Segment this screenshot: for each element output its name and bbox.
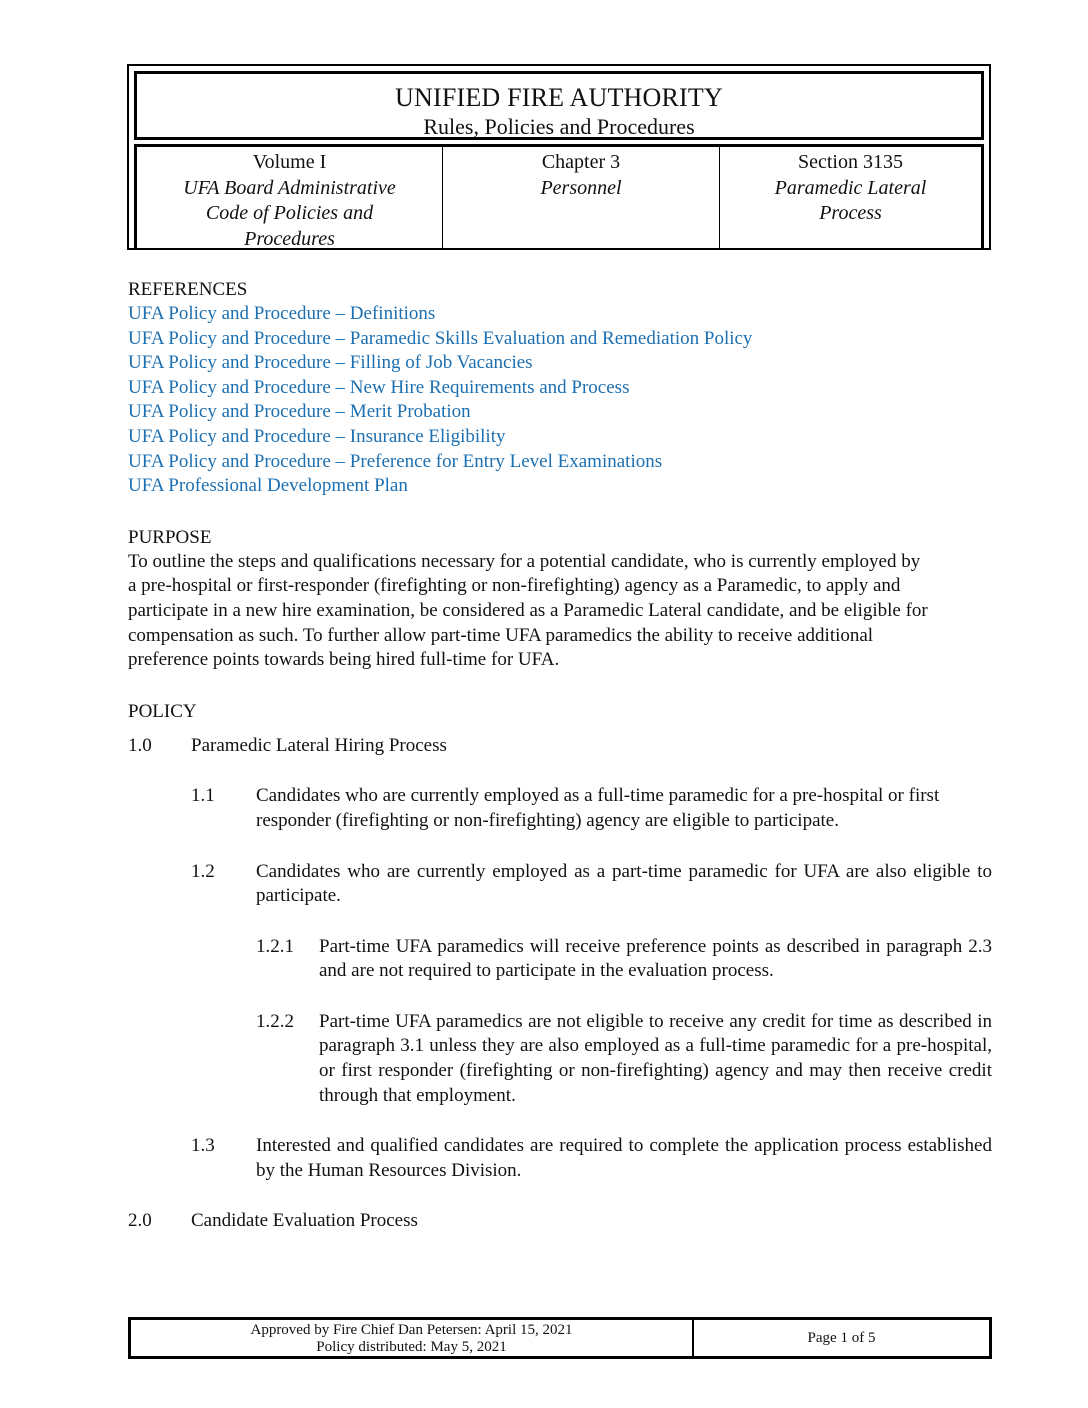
references-list — [128, 302, 992, 499]
approval-info — [131, 1320, 694, 1356]
section-desc-line: Process — [819, 202, 882, 224]
reference-link-skills-evaluation[interactable]: UFA Policy and Procedure – Paramedic Skills Evaluation and Remediation Policy — [128, 327, 753, 349]
section-title: Candidate Evaluation Process — [191, 1210, 418, 1232]
reference-link-development-plan[interactable]: UFA Professional Development Plan — [128, 475, 408, 497]
section-text: Part-time UFA paramedics will receive preference points as described in paragraph 2.3 and are not required to participate in the evaluation process. — [319, 935, 992, 982]
volume-cell — [137, 147, 442, 248]
organization-name: UNIFIED FIRE AUTHORITY — [395, 83, 723, 112]
reference-link-preference[interactable]: UFA Policy and Procedure – Preference for Entry Level Examinations — [128, 450, 663, 472]
section-1-2 — [191, 860, 992, 909]
section-number: 1.0 — [128, 734, 152, 756]
approved-by: Approved by Fire Chief Dan Petersen: April 15, 2021 — [250, 1322, 573, 1338]
section-2-0 — [128, 1209, 992, 1234]
volume-desc-line: UFA Board Administrative — [183, 176, 396, 199]
chapter-cell — [442, 147, 719, 248]
reference-link-definitions[interactable]: UFA Policy and Procedure – Definitions — [128, 303, 436, 324]
volume-label: Volume I — [252, 151, 327, 173]
section-text: Candidates who are currently employed as a full-time paramedic for a pre-hospital or first responder (firefighting or non-firefighting) agency are eligible to participate. — [256, 785, 940, 831]
reference-link-insurance[interactable]: UFA Policy and Procedure – Insurance Eligibility — [128, 425, 506, 447]
classification-table — [134, 144, 984, 248]
section-number: 2.0 — [128, 1210, 152, 1232]
section-number: 1.3 — [191, 1135, 215, 1157]
section-desc-line: Paramedic Lateral — [774, 176, 927, 199]
document-subtitle: Rules, Policies and Procedures — [423, 114, 695, 139]
purpose-heading: PURPOSE — [128, 526, 212, 548]
distributed-date: Policy distributed: May 5, 2021 — [316, 1339, 507, 1355]
section-text: Candidates who are currently employed as a part-time paramedic for UFA are also eligible to participate. — [256, 860, 992, 907]
section-1-2-1 — [256, 935, 992, 984]
section-1-2-2 — [256, 1010, 992, 1108]
volume-desc-line: Code of Policies and — [205, 202, 374, 224]
chapter-desc: Personnel — [540, 176, 622, 199]
document-footer — [128, 1317, 992, 1359]
volume-desc-line: Procedures — [244, 227, 335, 250]
policy-heading: POLICY — [128, 700, 197, 722]
title-box — [134, 71, 984, 140]
section-title: Paramedic Lateral Hiring Process — [191, 734, 447, 756]
page-number: Page 1 of 5 — [807, 1330, 876, 1346]
reference-link-merit-probation[interactable]: UFA Policy and Procedure – Merit Probation — [128, 401, 471, 423]
document-body — [128, 278, 992, 1234]
section-label: Section 3135 — [798, 151, 903, 173]
chapter-label: Chapter 3 — [541, 151, 621, 173]
section-text: Part-time UFA paramedics are not eligible to receive any credit for time as described in paragraph 3.1 unless they are also employed as a full-time paramedic for a pre-hospital, or first responder (firefighting or non-firefighting) agency and may then receive credit through that employment. — [319, 1010, 992, 1106]
section-1-3 — [191, 1134, 992, 1183]
section-1-1 — [191, 784, 992, 833]
section-number: 1.1 — [191, 785, 215, 807]
reference-link-job-vacancies[interactable]: UFA Policy and Procedure – Filling of Job Vacancies — [128, 352, 533, 374]
section-cell — [719, 147, 981, 248]
section-number: 1.2.1 — [256, 935, 294, 957]
section-number: 1.2 — [191, 860, 215, 882]
section-number: 1.2.2 — [256, 1010, 294, 1032]
purpose-text: To outline the steps and qualifications necessary for a potential candidate, who is currently employed by a pre-hospital or first-responder (firefighting or non-firefighting) agency as a Paramedic, to apply and participate in a new hire examination, be considered as a Paramedic Lateral candidate, and be eligible for compensation as such. To further allow part-time UFA paramedics the ability to receive additional preference points towards being hired full-time for UFA. — [128, 550, 928, 671]
references-heading: REFERENCES — [128, 279, 248, 300]
section-1-0 — [128, 734, 992, 759]
reference-link-new-hire[interactable]: UFA Policy and Procedure – New Hire Requirements and Process — [128, 376, 630, 398]
document-header — [127, 64, 991, 250]
section-text: Interested and qualified candidates are required to complete the application process established by the Human Resources Division. — [256, 1135, 992, 1181]
